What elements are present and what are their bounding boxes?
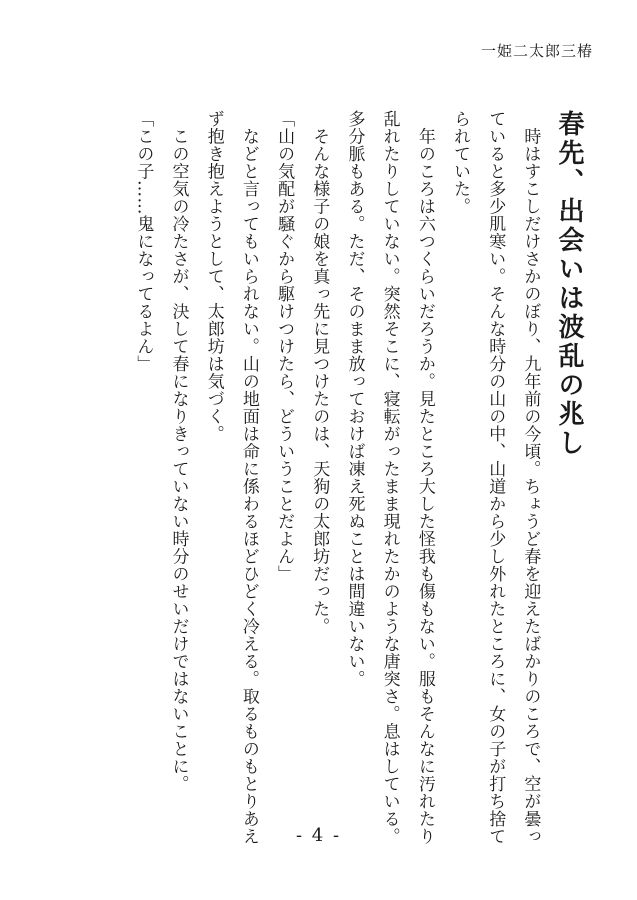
text-line-7: そんな様子の娘を真っ先に見つけたのは、天狗の太郎坊だった。 xyxy=(309,110,330,635)
text-line-1: 時はすこしだけさかのぼり、九年前の今頃。ちょうど春を迎えたばかりのころで、空が曇っ xyxy=(520,110,541,845)
text-line-6: 多分脈もある。ただ、そのまま放っておけば凍え死ぬことは間違いない。 xyxy=(344,110,365,688)
chapter-title: 春先、出会いは波乱の兆し xyxy=(554,110,584,458)
text-line-8: 「山の気配が騒ぐから駆けつけたら、どういうことだよん」 xyxy=(274,110,295,583)
page-number: - 4 - xyxy=(295,825,342,846)
running-head: 一姫二太郎三椿 xyxy=(480,42,593,60)
body-text xyxy=(125,110,589,845)
text-line-10: ず抱き抱えようとして、太郎坊は気づく。 xyxy=(203,110,224,443)
text-line-9: などと言ってもいられない。山の地面は命に係わるほどひどく冷える。取るものもとりあえ xyxy=(238,110,259,845)
text-line-11: この空気の冷たさが、決して春になりきっていない時分のせいだけではないことに。 xyxy=(168,110,189,793)
text-line-4: 年のころは六つくらいだろうか。見たところ大した怪我も傷もない。服もそんなに汚れたり xyxy=(414,110,435,845)
text-line-2: ていると多少肌寒い。そんな時分の山の中、山道から少し外れたところに、女の子が打ち捨て xyxy=(485,110,506,845)
text-line-3: られていた。 xyxy=(450,110,471,215)
text-line-12: 「この子……鬼になってるよん」 xyxy=(133,110,154,373)
text-line-5: 乱れたりしていない。突然そこに、寝転がったまま現れたかのような唐突さ。息はしている。 xyxy=(379,110,400,845)
